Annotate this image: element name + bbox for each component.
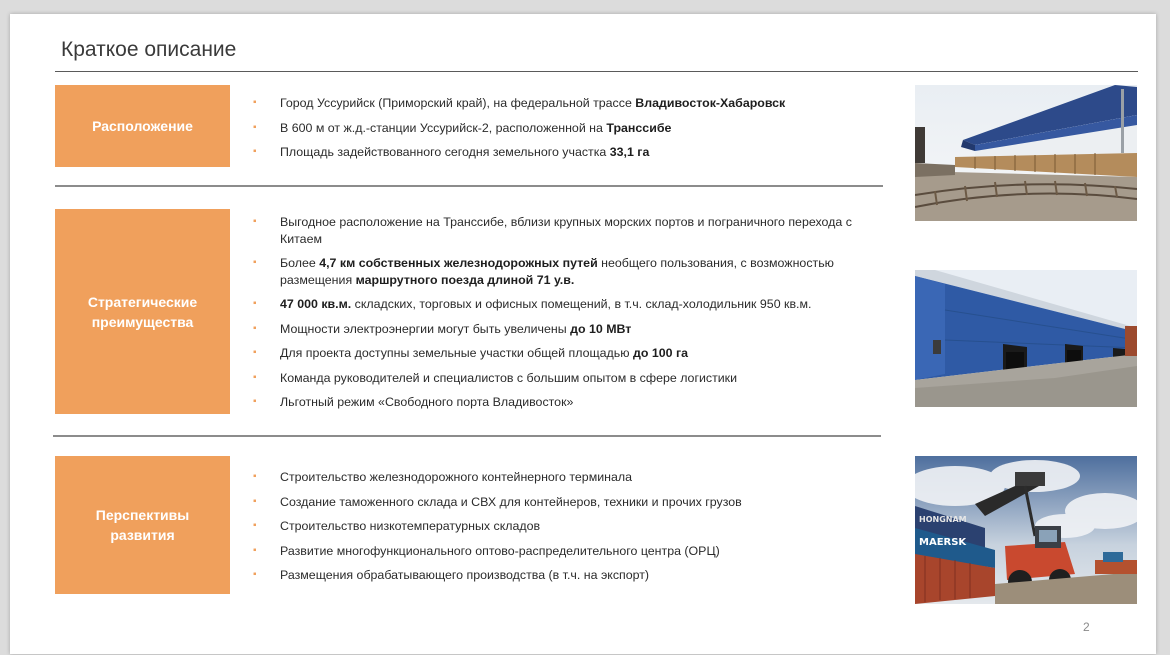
bullet-marker-icon: ▪	[253, 569, 257, 580]
bullet-item	[253, 518, 883, 535]
bullet-text-bold: 33,1 га	[609, 145, 650, 159]
bullet-marker-icon: ▪	[253, 495, 257, 507]
bullet-marker-icon: ▪	[253, 471, 257, 482]
bullet-item	[253, 255, 883, 288]
bullet-text: Город Уссурийск (Приморский край), на федеральной трассе	[280, 96, 636, 110]
bullet-marker-icon: ▪	[253, 146, 257, 157]
bullet-item	[253, 120, 883, 137]
bullet-item	[253, 469, 883, 486]
bullet-item	[253, 144, 883, 161]
bullet-text: Строительство низкотемпературных складов	[280, 519, 541, 533]
bullet-text-bold: до 100 га	[632, 346, 689, 360]
bullet-text-bold: 47 000 кв.м.	[280, 297, 352, 311]
bullet-text: Развитие многофункционального оптово-распределительного центра (ОРЦ)	[280, 543, 720, 558]
bullet-item	[253, 321, 883, 338]
photo-blue-warehouse	[915, 270, 1137, 407]
bullet-text-bold: Транссибе	[606, 120, 672, 135]
bullet-marker-icon: ▪	[253, 121, 257, 133]
bullet-item	[253, 95, 883, 112]
bullet-text: Площадь задействованного сегодня земельного участка	[280, 145, 610, 159]
section-bullets-prospects	[253, 469, 883, 592]
title-divider	[55, 71, 1138, 72]
section-label-advantages: Стратегические преимущества	[55, 209, 230, 414]
bullet-marker-icon: ▪	[253, 216, 257, 227]
section-bullets-location	[253, 95, 883, 169]
bullet-text: В 600 м от ж.д.-станции Уссурийск-2, расположенной на	[280, 120, 607, 135]
bullet-item	[253, 394, 883, 411]
bullet-marker-icon: ▪	[253, 544, 257, 556]
bullet-item	[253, 494, 883, 511]
bullet-item	[253, 214, 883, 247]
bullet-item	[253, 296, 883, 313]
bullet-marker-icon: ▪	[253, 396, 257, 407]
photo-warehouse-railway	[915, 85, 1137, 221]
slide-title: Краткое описание	[61, 38, 237, 61]
bullet-marker-icon: ▪	[253, 322, 257, 334]
bullet-marker-icon: ▪	[253, 347, 257, 358]
slide	[10, 14, 1156, 654]
page-number: 2	[1083, 620, 1090, 634]
section-divider-1	[55, 185, 883, 187]
bullet-text-bold: маршрутного поезда длиной 71 у.в.	[355, 272, 575, 287]
container-brand-text-2: MAERSK	[919, 537, 967, 548]
bullet-text: необщего пользования, с возможностью размещения	[280, 256, 834, 287]
bullet-text: складских, торговых и офисных помещений, в т.ч. склад-холодильник 950 кв.м.	[351, 297, 812, 311]
bullet-marker-icon: ▪	[253, 520, 257, 531]
bullet-text-bold: Владивосток-Хабаровск	[635, 96, 786, 110]
section-bullets-advantages	[253, 214, 883, 419]
bullet-marker-icon: ▪	[253, 298, 257, 309]
bullet-text: Строительство железнодорожного контейнерного терминала	[280, 470, 632, 484]
bullet-item	[253, 370, 883, 387]
section-label-location: Расположение	[55, 85, 230, 167]
bullet-item	[253, 345, 883, 362]
section-divider-2	[53, 435, 881, 437]
bullet-item	[253, 543, 883, 560]
container-brand-text-1: HONGNAM	[919, 515, 967, 524]
bullet-text: Мощности электроэнергии могут быть увеличены	[280, 321, 571, 336]
bullet-marker-icon: ▪	[253, 257, 257, 268]
bullet-marker-icon: ▪	[253, 97, 257, 108]
bullet-marker-icon: ▪	[253, 371, 257, 383]
section-label-prospects: Перспективы развития	[55, 456, 230, 594]
bullet-text: Создание таможенного склада и СВХ для контейнеров, техники и прочих грузов	[280, 494, 742, 509]
bullet-text-bold: 4,7 км собственных железнодорожных путей	[319, 256, 598, 270]
bullet-text: Команда руководителей и специалистов с большим опытом в сфере логистики	[280, 370, 738, 385]
bullet-text: Выгодное расположение на Транссибе, вблизи крупных морских портов и пограничного перехода с Китаем	[280, 215, 852, 246]
bullet-item	[253, 567, 883, 584]
bullet-text: Размещения обрабатывающего производства (в т.ч. на экспорт)	[280, 568, 650, 582]
bullet-text-bold: до 10 МВт	[570, 321, 632, 336]
bullet-text: Для проекта доступны земельные участки общей площадью	[280, 346, 633, 360]
photo-reach-stacker	[915, 456, 1137, 604]
bullet-text: Льготный режим «Свободного порта Владивосток»	[280, 395, 574, 409]
bullet-text: Более	[280, 256, 320, 270]
